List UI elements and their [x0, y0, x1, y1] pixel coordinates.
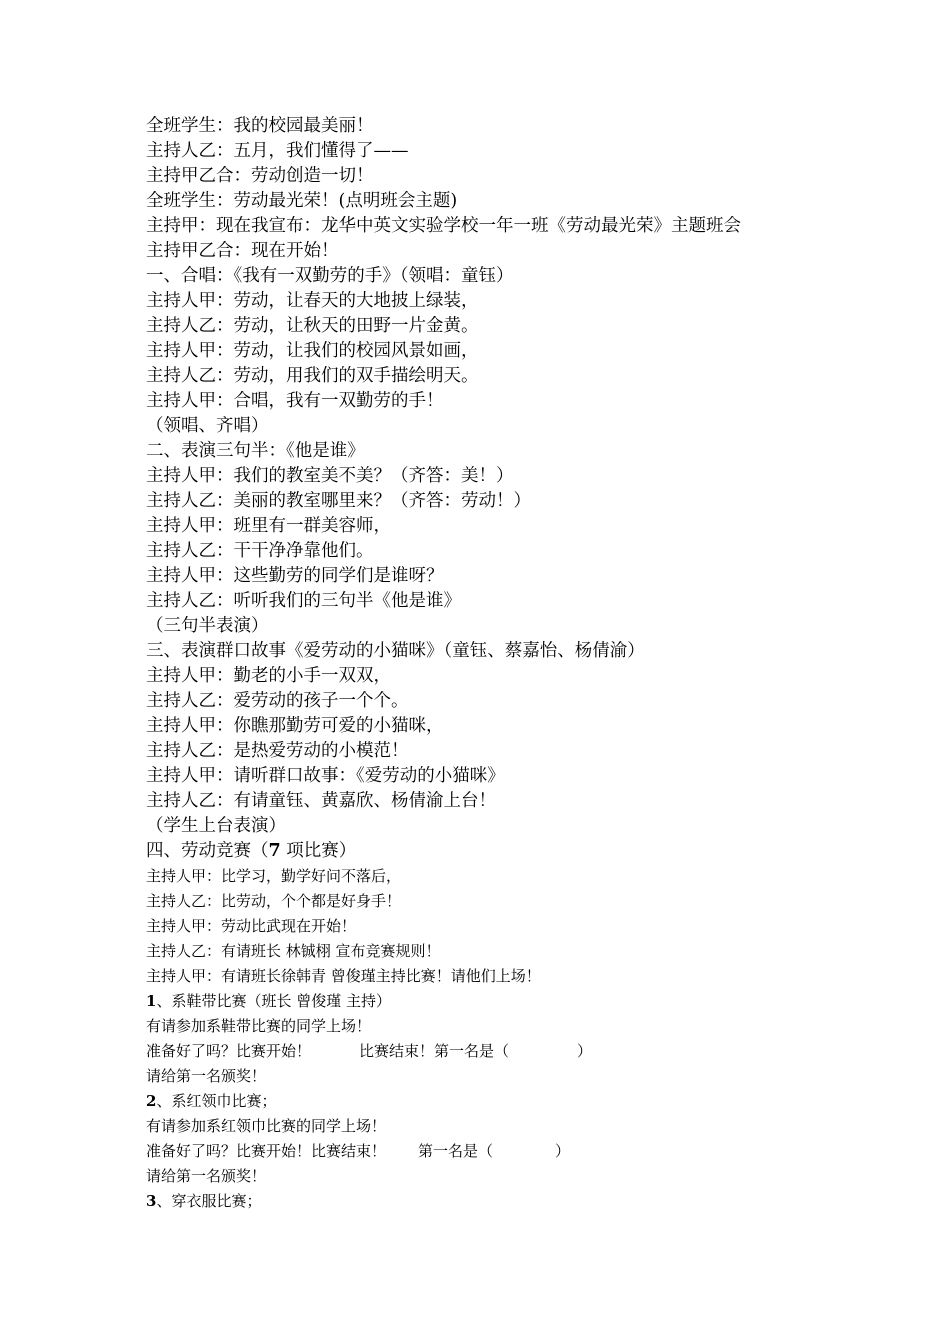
script-line: 主持甲乙合：劳动创造一切！	[146, 166, 374, 186]
script-line: 主持人乙：五月，我们懂得了——	[146, 141, 409, 161]
script-line: 主持人乙：有请班长 林铖栩 宣布竞赛规则！	[146, 942, 441, 960]
script-line: 主持人甲：你瞧那勤劳可爱的小猫咪，	[146, 716, 444, 736]
script-line: 主持人甲：勤老的小手一双双，	[146, 666, 391, 686]
section-4-prefix: 四、劳动竞赛（	[146, 841, 269, 861]
script-line: 主持人甲：这些勤劳的同学们是谁呀？	[146, 566, 444, 586]
script-line: 主持人乙：劳动，用我们的双手描绘明天。	[146, 366, 479, 386]
section-4-count: 7	[268, 841, 281, 861]
item-2-ready-line	[146, 1139, 846, 1164]
script-line: 主持人乙：听听我们的三句半《他是谁》	[146, 591, 461, 611]
script-line: 主持人乙：有请童钰、黄嘉欣、杨倩渝上台！	[146, 791, 496, 811]
script-line: （领唱、齐唱）	[146, 416, 269, 436]
script-line: 全班学生：劳动最光荣！(点明班会主题)	[146, 191, 458, 211]
item-2-award: 请给第一名颁奖！	[146, 1167, 267, 1185]
item-1-title: 、系鞋带比赛（班长 曾俊瑾 主持）	[156, 992, 391, 1010]
item-2-result: 第一名是（	[418, 1142, 494, 1160]
item-1-close: ）	[577, 1042, 593, 1060]
script-line: 主持人甲：比学习，勤学好问不落后，	[146, 867, 402, 885]
script-line: 主持人甲：劳动比武现在开始！	[146, 917, 357, 935]
script-line: 主持人甲：有请班长徐韩青 曾俊瑾主持比赛！请他们上场！	[146, 967, 541, 985]
script-line: 主持人乙：劳动，让秋天的田野一片金黄。	[146, 316, 479, 336]
script-line: 全班学生：我的校园最美丽！	[146, 116, 374, 136]
item-1-ready: 准备好了吗？比赛开始！	[146, 1042, 312, 1060]
script-line: 主持人甲：我们的教室美不美？（齐答：美！）	[146, 466, 514, 486]
competition-intro-lines	[146, 864, 846, 989]
script-line: 主持人乙：爱劳动的孩子一个个。	[146, 691, 409, 711]
item-2-heading	[146, 1089, 846, 1114]
script-line: 主持甲乙合：现在开始！	[146, 241, 339, 261]
item-1-invite: 有请参加系鞋带比赛的同学上场！	[146, 1017, 372, 1035]
script-line: 主持人乙：干干净净靠他们。	[146, 541, 374, 561]
script-line: 三、表演群口故事《爱劳动的小猫咪》（童钰、蔡嘉怡、杨倩渝）	[146, 641, 645, 661]
script-line: 主持人甲：合唱，我有一双勤劳的手！	[146, 391, 444, 411]
item-1-result: 比赛结束！第一名是（	[359, 1042, 510, 1060]
item-2-title: 、系红领巾比赛；	[156, 1092, 277, 1110]
script-line: 主持人甲：请听群口故事：《爱劳动的小猫咪》	[146, 766, 505, 786]
script-line: 主持人甲：班里有一群美容师，	[146, 516, 391, 536]
item-1-heading	[146, 989, 846, 1014]
item-1-award: 请给第一名颁奖！	[146, 1067, 267, 1085]
script-line: （三句半表演）	[146, 616, 269, 636]
section-heading-4	[146, 839, 846, 864]
item-2-close: ）	[555, 1142, 571, 1160]
script-line: 一、合唱：《我有一双勤劳的手》（领唱：童钰）	[146, 266, 514, 286]
item-3-heading	[146, 1189, 846, 1214]
script-line: 主持人甲：劳动，让春天的大地披上绿装，	[146, 291, 479, 311]
item-3-number: 3	[146, 1192, 157, 1210]
item-2-number: 2	[146, 1092, 157, 1110]
script-lines	[146, 114, 846, 839]
script-line: 主持人乙：是热爱劳动的小模范！	[146, 741, 409, 761]
script-line: 主持人乙：美丽的教室哪里来？（齐答：劳动！）	[146, 491, 531, 511]
item-2-ready: 准备好了吗？比赛开始！比赛结束！	[146, 1142, 387, 1160]
script-line: 二、表演三句半：《他是谁》	[146, 441, 365, 461]
item-3-title: 、穿衣服比赛；	[156, 1192, 262, 1210]
item-1-number: 1	[146, 992, 157, 1010]
item-2-invite: 有请参加系红领巾比赛的同学上场！	[146, 1117, 387, 1135]
item-1-ready-line	[146, 1039, 846, 1064]
script-line: 主持人甲：劳动，让我们的校园风景如画，	[146, 341, 479, 361]
section-4-suffix: 项比赛）	[280, 841, 357, 861]
script-line: 主持甲：现在我宣布：龙华中英文实验学校一年一班《劳动最光荣》主题班会	[146, 216, 741, 236]
document-body	[146, 114, 846, 1214]
script-line: （学生上台表演）	[146, 816, 286, 836]
script-line: 主持人乙：比劳动，个个都是好身手！	[146, 892, 402, 910]
